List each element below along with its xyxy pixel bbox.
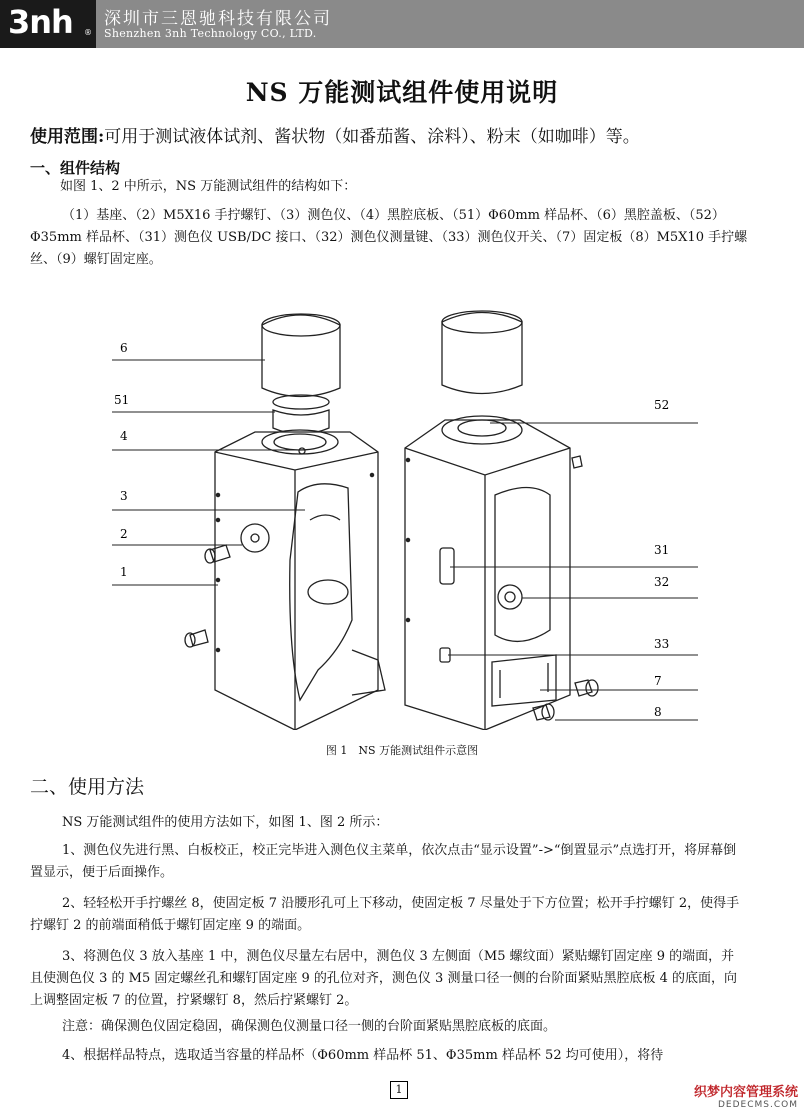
scope-line	[30, 122, 790, 147]
label-52: 52	[654, 398, 670, 412]
figure-caption: 图 1 NS 万能测试组件示意图	[325, 744, 479, 757]
label-1: 1	[120, 565, 128, 579]
note: 注意：确保测色仪固定稳固，确保测色仪测量口径一侧的台阶面紧贴黑腔底板的底面。	[62, 1019, 557, 1034]
right-assembly-drawing	[405, 311, 598, 730]
section1-title: 一、组件结构	[30, 159, 121, 177]
label-2: 2	[120, 527, 128, 541]
scope-text: 可用于测试液体试剂、酱状物（如番茄酱、涂料）、粉末（如咖啡）等。	[104, 127, 640, 147]
label-32: 32	[654, 575, 670, 589]
page-header	[0, 0, 804, 48]
label-7: 7	[654, 674, 662, 688]
company-name-cn: 深圳市三恩驰科技有限公司	[104, 9, 332, 29]
company-logo	[0, 0, 96, 48]
section2-title: 二、使用方法	[30, 776, 145, 798]
document-title: NS 万能测试组件使用说明	[245, 78, 559, 107]
step-2: 2、轻轻松开手拧螺丝 8，使固定板 7 沿腰形孔可上下移动，使固定板 7 尽量处于下方位置；松开手拧螺钉 2，使得手拧螺钉 2 的前端面稍低于螺钉固定座 9 的端面。	[30, 896, 740, 933]
label-8: 8	[654, 705, 662, 719]
step-1: 1、测色仪先进行黑、白板校正，校正完毕进入测色仪主菜单，依次点击“显示设置”->“倒置显示”点选打开，将屏幕倒置显示，便于后面操作。	[30, 843, 737, 880]
step-4: 4、根据样品特点，选取适当容量的样品杯（Φ60mm 样品杯 51、Φ35mm 样品杯 52 均可使用），将待	[62, 1048, 664, 1063]
left-assembly-drawing	[185, 314, 385, 730]
page-number: 1	[390, 1081, 408, 1099]
label-6: 6	[120, 341, 128, 355]
watermark-line1: 织梦内容管理系统	[693, 1085, 798, 1100]
assembly-figure	[0, 290, 804, 730]
section1-parts: （1）基座、（2）M5X16 手拧螺钉、（3）测色仪、（4）黑腔底板、（51）Φ60mm 样品杯、（6）黑腔盖板、（52）Φ35mm 样品杯、（31）测色仪 USB/DC 接口、（32）测色仪测量键、（33）测色仪开关、（7）固定板（8）M5X10 手拧螺丝、（9）螺钉固定座。	[30, 208, 748, 267]
company-name-en: Shenzhen 3nh Technology CO., LTD.	[104, 27, 317, 40]
label-51: 51	[114, 393, 130, 407]
label-4: 4	[120, 429, 128, 443]
section2-intro: NS 万能测试组件的使用方法如下，如图 1、图 2 所示：	[62, 815, 389, 830]
label-3: 3	[120, 489, 128, 503]
registered-mark-icon: ®	[84, 28, 92, 37]
logo-text: 3nh	[8, 3, 73, 41]
scope-label: 使用范围:	[30, 127, 105, 147]
label-31: 31	[654, 543, 670, 557]
step-3: 3、将测色仪 3 放入基座 1 中，测色仪尽量左右居中，测色仪 3 左侧面（M5 螺纹面）紧贴螺钉固定座 9 的端面，并且使测色仪 3 的 M5 固定螺丝孔和螺钉固定座 9 的孔位对齐，测色仪 3 测量口径一侧的台阶面紧贴黑腔底板 4 的底面，向上调整固定板 7 的位置，拧紧螺钉 8，然后拧紧螺钉 2。	[30, 949, 737, 1008]
label-33: 33	[654, 637, 670, 651]
section1-intro: 如图 1、2 中所示，NS 万能测试组件的结构如下：	[60, 179, 357, 194]
watermark-line2: DEDECMS.COM	[718, 1100, 798, 1110]
watermark	[694, 1081, 798, 1110]
